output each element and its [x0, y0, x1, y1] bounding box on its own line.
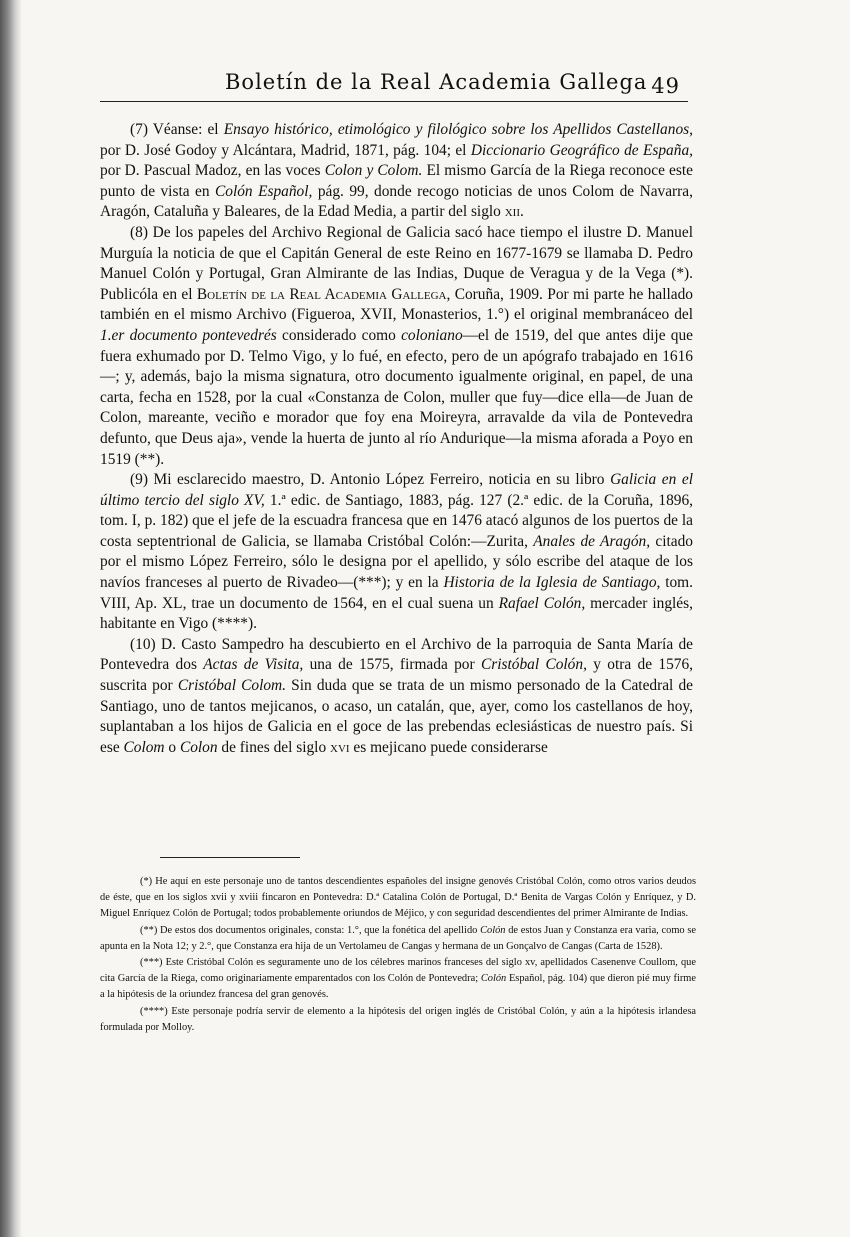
footnote-mark: (**): [140, 924, 158, 936]
note-number: (10): [130, 635, 156, 653]
footnote-3: (***) Este Cristóbal Colón es seguramente uno de los célebres marinos franceses del siglo xv, apellidados Casenenve Coullom, que cita García de la Riega, como originariamente emparentados con los Colón de Pontevedra; Colón Español, pág. 104) que dieron pié muy firme a la hipótesis de la oriundez francesa del gran genovés.: [100, 957, 696, 1001]
note-paragraph-8: (8) De los papeles del Archivo Regional de Galicia sacó hace tiempo el ilustre D. Manuel Murguía la noticia de que el Capitán General de este Reino en 1677-1679 se llamaba D. Pedro Manuel Colón y Portugal, Gran Almirante de las Indias, Duque de Veragua y de la Vega (*). Publicóla en el Boletín de la Real Academia Gallega, Coruña, 1909. Por mi parte he hallado también en el mismo Archivo (Figueroa, XVII, Monasterios, 1.°) el original membranáceo del 1.er documento pontevedrés considerado como coloniano—el de 1519, del que antes dije que fuera exhumado por D. Telmo Vigo, y lo fué, en efecto, pero de un apógrafo trabajado en 1616—; y, además, bajo la misma signatura, otro documento igualmente original, en papel, de una carta, fecha en 1528, por la cual «Constanza de Colon, muller que fuy—dice ella—de Juan de Colon, mareante, veciño e morador que foy ena Moireyra, arravalde da vila de Pontevedra defunto, que Deus aja», vende la huerta de junto al río Andurique—la misma aforada a Poyo en 1519 (**).: [100, 223, 694, 468]
header-rule: [100, 101, 688, 102]
note-paragraph-10: (10) D. Casto Sampedro ha descubierto en el Archivo de la parroquia de Santa María de Pontevedra dos Actas de Visita, una de 1575, firmada por Cristóbal Colón, y otra de 1576, suscrita por Cristóbal Colom. Sin duda que se trata de un mismo personado de la Catedral de Santiago, uno de tantos mejicanos, o acaso, un catalán, que, ayer, como los castellanos de hoy, suplantaban a los hijos de Galicia en el goce de las prebendas eclesiásticas de nuestro país. Si ese Colom o Colon de fines del siglo xvi es mejicano puede considerarse: [100, 635, 694, 756]
footnote-1: (*) He aquí en este personaje uno de tantos descendientes españoles del insigne genovés Cristóbal Colón, como otros varios deudos de éste, que en los siglos xvii y xviii fincaron en Pontevedra: D.ª Catalina Colón de Portugal, D.ª Benita de Vargas Colón y Enríquez, y D. Miguel Enríquez Colón de Portugal; todos probablemente oriundos de Méjico, y con seguridad descendientes del primer Almirante de Indias.: [100, 876, 696, 920]
note-paragraph-9: (9) Mi esclarecido maestro, D. Antonio López Ferreiro, noticia en su libro Galicia en el último tercio del siglo XV, 1.ª edic. de Santiago, 1883, pág. 127 (2.ª edic. de la Coruña, 1896, tom. I, p. 182) que el jefe de la escuadra francesa que en 1476 atacó algunos de los puertos de la costa septentrional de Galicia, se llamaba Cristóbal Colón:—Zurita, Anales de Aragón, citado por el mismo López Ferreiro, sólo le designa por el apellido, y sólo escribe del ataque de los navíos franceses al puerto de Rivadeo—(***); y en la Historia de la Iglesia de Santiago, tom. VIII, Ap. XL, trae un documento de 1564, en el cual suena un Rafael Colón, mercader inglés, habitante en Vigo (****).: [100, 471, 694, 633]
footnote-mark: (***): [140, 957, 163, 969]
note-number: (7): [130, 121, 148, 138]
footnote-mark: (****): [140, 1005, 168, 1017]
note-number: (9): [130, 471, 148, 489]
footnote-rule: [160, 857, 300, 858]
footnote-mark: (*): [140, 876, 153, 887]
citation-title: Historia de la Iglesia de Santiago,: [443, 574, 661, 592]
running-header: [225, 70, 680, 98]
main-text: [100, 120, 693, 758]
note-number: (8): [130, 223, 148, 241]
citation-title: Anales de Aragón,: [533, 532, 651, 550]
journal-title: Boletín de la Real Academia Gallega: [225, 70, 648, 94]
footnote-2: (**) De estos dos documentos originales, consta: 1.°, que la fonética del apellido Colón de estos Juan y Constanza era varia, como se apunta en la Nota 12; y 2.°, que Constanza era hija de un Vertolameu de Cangas y hermana de un Gonçalvo de Cangas (Carta de 1528).: [100, 924, 696, 952]
page-number: 49: [651, 74, 680, 98]
journal-reference: Boletín de la Real Academia Gallega: [196, 285, 447, 303]
citation-title: Diccionario Geográfico de España,: [470, 141, 693, 159]
footnote-4: (****) Este personaje podría servir de elemento a la hipótesis del origen inglés de Cristóbal Colón, y aún a la hipótesis irlandesa formulada por Molloy.: [100, 1005, 696, 1033]
citation-title: Colon y Colom.: [324, 162, 423, 180]
note-paragraph-7: (7) Véanse: el Ensayo histórico, etimológico y filológico sobre los Apellidos Castellanos, por D. José Godoy y Alcántara, Madrid, 1871, pág. 104; el Diccionario Geográfico de España, por D. Pascual Madoz, en las voces Colon y Colom. El mismo García de la Riega reconoce este punto de vista en Colón Español, pág. 99, donde recogo noticias de unos Colom de Navarra, Aragón, Cataluña y Baleares, de la Edad Media, a partir del siglo xii.: [100, 121, 693, 221]
footnotes: [100, 874, 696, 1036]
citation-title: Galicia en el último tercio del siglo XV,: [100, 471, 693, 509]
citation-title: Ensayo histórico, etimológico y filológico sobre los Apellidos Castellanos,: [223, 121, 693, 138]
citation-title: Colón Español,: [215, 182, 313, 200]
